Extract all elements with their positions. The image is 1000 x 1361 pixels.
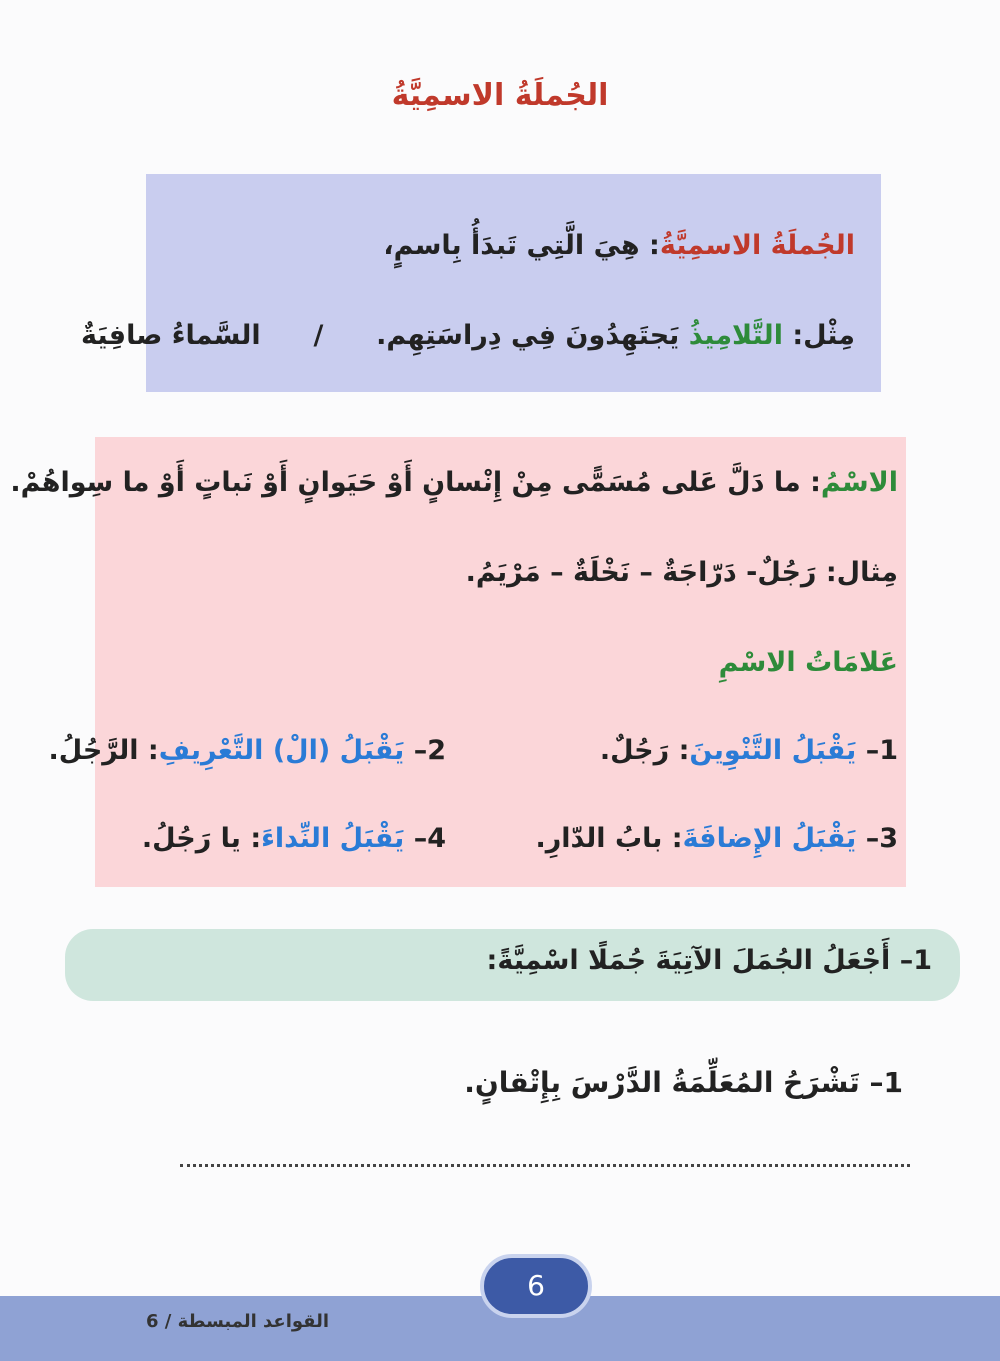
sign-item-2	[48, 735, 446, 766]
noun-definition-line	[10, 467, 898, 498]
sign-rule: يَقْبَلُ النِّداءَ	[261, 823, 405, 854]
exercise-instruction: 1– أَجْعَلُ الجُمَلَ الآتِيَةَ جُمَلًا اسْمِيَّةً:	[486, 945, 932, 976]
noun-example-text: رَجُلٌ- دَرّاجَةٌ – نَخْلَةٌ – مَرْيَمُ.	[465, 557, 817, 588]
sign-rule: يَقْبَلُ (الْ) التَّعْرِيفِ	[158, 735, 405, 766]
definition-text: : هِيَ الَّتِي تَبدَأُ بِاسمٍ،	[383, 230, 660, 261]
sign-example: : الرَّجُلُ.	[48, 735, 159, 766]
footer-book-label: القواعد المبسطة / 6	[146, 1311, 330, 1332]
sign-number: 1–	[856, 735, 898, 766]
sign-rule: يَقْبَلُ الإِضافَةَ	[682, 823, 857, 854]
noun-example-label: مِثال:	[816, 557, 898, 588]
definition-term: الجُملَةُ الاسمِيَّةُ	[659, 230, 855, 261]
sign-item-1	[600, 735, 898, 766]
sign-number: 2–	[404, 735, 446, 766]
definition-box	[81, 174, 881, 392]
sign-example: : بابُ الدّارِ.	[535, 823, 683, 854]
page-number-badge: 6	[480, 1254, 592, 1318]
example-separator: /	[313, 320, 324, 351]
sign-rule: يَقْبَلُ التَّنْوِينَ	[689, 735, 857, 766]
sign-item-4	[142, 823, 446, 854]
sign-item-3	[536, 823, 899, 854]
example-2: السَّماءُ صافِيَةٌ	[81, 320, 261, 351]
exercise-instruction-bar	[65, 929, 960, 1001]
definition-line	[383, 230, 855, 261]
exercise-item: 1– تَشْرَحُ المُعَلِّمَةُ الدَّرْسَ بِإِتْقانٍ.	[464, 1066, 903, 1099]
signs-heading: عَلامَاتُ الاسْمِ	[718, 647, 898, 678]
sign-number: 3–	[856, 823, 898, 854]
sign-example: : رَجُلٌ.	[599, 735, 690, 766]
page-title: الجُملَةُ الاسمِيَّةُ	[391, 78, 609, 113]
noun-term: الاسْمُ	[820, 467, 898, 498]
noun-definition-text: : ما دَلَّ عَلى مُسَمًّى مِنْ إِنْسانٍ أَوْ حَيَوانٍ أَوْ نَباتٍ أَوْ ما سِواهُمْ.	[10, 467, 821, 498]
sign-number: 4–	[404, 823, 446, 854]
answer-line[interactable]	[180, 1164, 910, 1167]
definition-example-line	[81, 320, 855, 351]
example-highlight-word: التَّلامِيذُ	[688, 320, 783, 351]
sign-example: : يا رَجُلُ.	[141, 823, 262, 854]
noun-definition-box	[10, 437, 906, 887]
example-1-rest: يَجتَهِدُونَ فِي دِراسَتِهِم.	[376, 320, 689, 351]
noun-example-line	[466, 557, 898, 588]
example-label: مِثْل:	[782, 320, 855, 351]
